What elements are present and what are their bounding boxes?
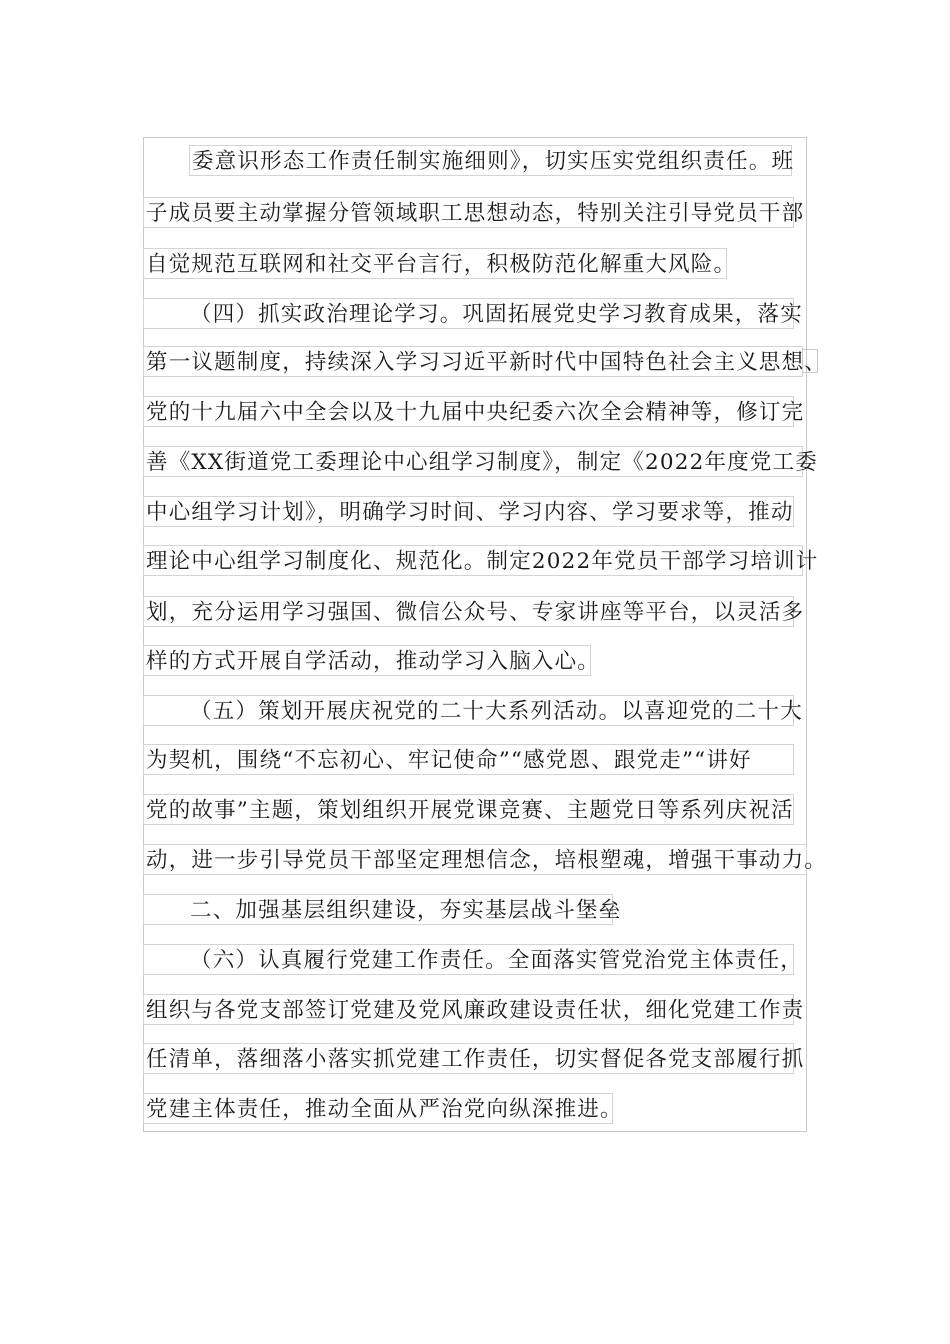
text-line: 中心组学习计划》，明确学习时间、学习内容、学习要求等，推动 [143, 496, 794, 527]
text-line: 自觉规范互联网和社交平台言行，积极防范化解重大风险。 [143, 248, 727, 279]
text-line: 任清单，落细落小落实抓党建工作责任，切实督促各党支部履行抓 [143, 1043, 794, 1074]
text-line: （五）策划开展庆祝党的二十大系列活动。以喜迎党的二十大 [143, 695, 794, 726]
text-line: 组织与各党支部签订党建及党风廉政建设责任状，细化党建工作责 [143, 994, 794, 1025]
text-line: 样的方式开展自学活动，推动学习入脑入心。 [143, 645, 591, 676]
text-line: 理论中心组学习制度化、规范化。制定2022年党员干部学习培训计 [143, 545, 803, 576]
section-heading: 二、加强基层组织建设，夯实基层战斗堡垒 [143, 894, 613, 925]
page-frame [143, 137, 807, 1132]
cursor-box [802, 349, 818, 373]
text-line: （四）抓实政治理论学习。巩固拓展党史学习教育成果，落实 [143, 298, 794, 329]
text-line: 子成员要主动掌握分管领域职工思想动态，特别关注引导党员干部 [143, 197, 794, 228]
text-line: 委意识形态工作责任制实施细则》，切实压实党组织责任。班 [189, 145, 792, 176]
text-line: 党的十九届六中全会以及十九届中央纪委六次全会精神等，修订完 [143, 396, 794, 427]
text-line: 第一议题制度，持续深入学习习近平新时代中国特色社会主义思想、 [143, 346, 803, 377]
text-line: 善《XX街道党工委理论中心组学习制度》，制定《2022年度党工委 [143, 446, 803, 477]
text-line: 党的故事”主题，策划组织开展党课竞赛、主题党日等系列庆祝活 [143, 794, 794, 825]
text-line: （六）认真履行党建工作责任。全面落实管党治党主体责任， [143, 944, 794, 975]
text-line: 动，进一步引导党员干部坚定理想信念，培根塑魂，增强干事动力。 [143, 844, 807, 875]
text-line: 为契机，围绕“不忘初心、牢记使命”“感党恩、跟党走”“讲好 [143, 744, 794, 775]
text-line: 划，充分运用学习强国、微信公众号、专家讲座等平台，以灵活多 [143, 596, 794, 627]
text-line: 党建主体责任，推动全面从严治党向纵深推进。 [143, 1093, 613, 1124]
